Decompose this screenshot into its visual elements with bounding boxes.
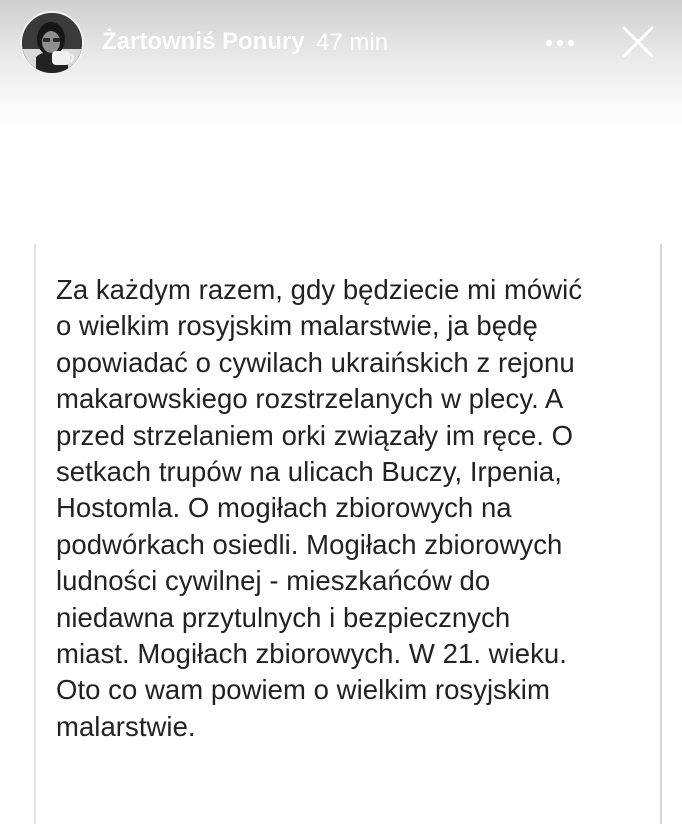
- post-line: opowiadać o cywilach ukraińskich z rejonu: [56, 346, 575, 378]
- close-x-icon: [616, 20, 660, 64]
- user-avatar[interactable]: [20, 11, 84, 75]
- post-line: Za każdym razem, gdy będziecie mi mówić: [56, 274, 583, 305]
- more-dots-icon: [540, 30, 580, 56]
- post-line: przed strzelaniem orki związały im ręce. O: [56, 419, 574, 451]
- post-line: o wielkim rosyjskim malarstwie, ja będę: [56, 310, 538, 342]
- user-avatar-photo: [22, 13, 82, 73]
- story-header: [0, 0, 682, 90]
- more-options-button[interactable]: [540, 30, 580, 56]
- post-card: [34, 244, 662, 824]
- user-name[interactable]: Żartowniś Ponury: [102, 28, 305, 55]
- post-text: [56, 272, 656, 745]
- post-line: malarstwie.: [56, 710, 196, 742]
- post-line: Oto co wam powiem o wielkim rosyjskim: [56, 674, 550, 706]
- post-timestamp: 47 min: [316, 29, 389, 56]
- post-line: miast. Mogiłach zbiorowych. W 21. wieku.: [56, 638, 567, 670]
- post-line: podwórkach osiedli. Mogiłach zbiorowych: [56, 528, 563, 560]
- post-line: setkach trupów na ulicach Buczy, Irpenia,: [56, 456, 562, 488]
- post-line: Hostomla. O mogiłach zbiorowych na: [56, 492, 512, 524]
- post-line: makarowskiego rozstrzelanych w plecy. A: [56, 383, 564, 415]
- close-button[interactable]: [616, 20, 660, 64]
- post-line: ludności cywilnej - mieszkańców do: [56, 565, 491, 597]
- post-line: niedawna przytulnych i bezpiecznych: [56, 601, 511, 633]
